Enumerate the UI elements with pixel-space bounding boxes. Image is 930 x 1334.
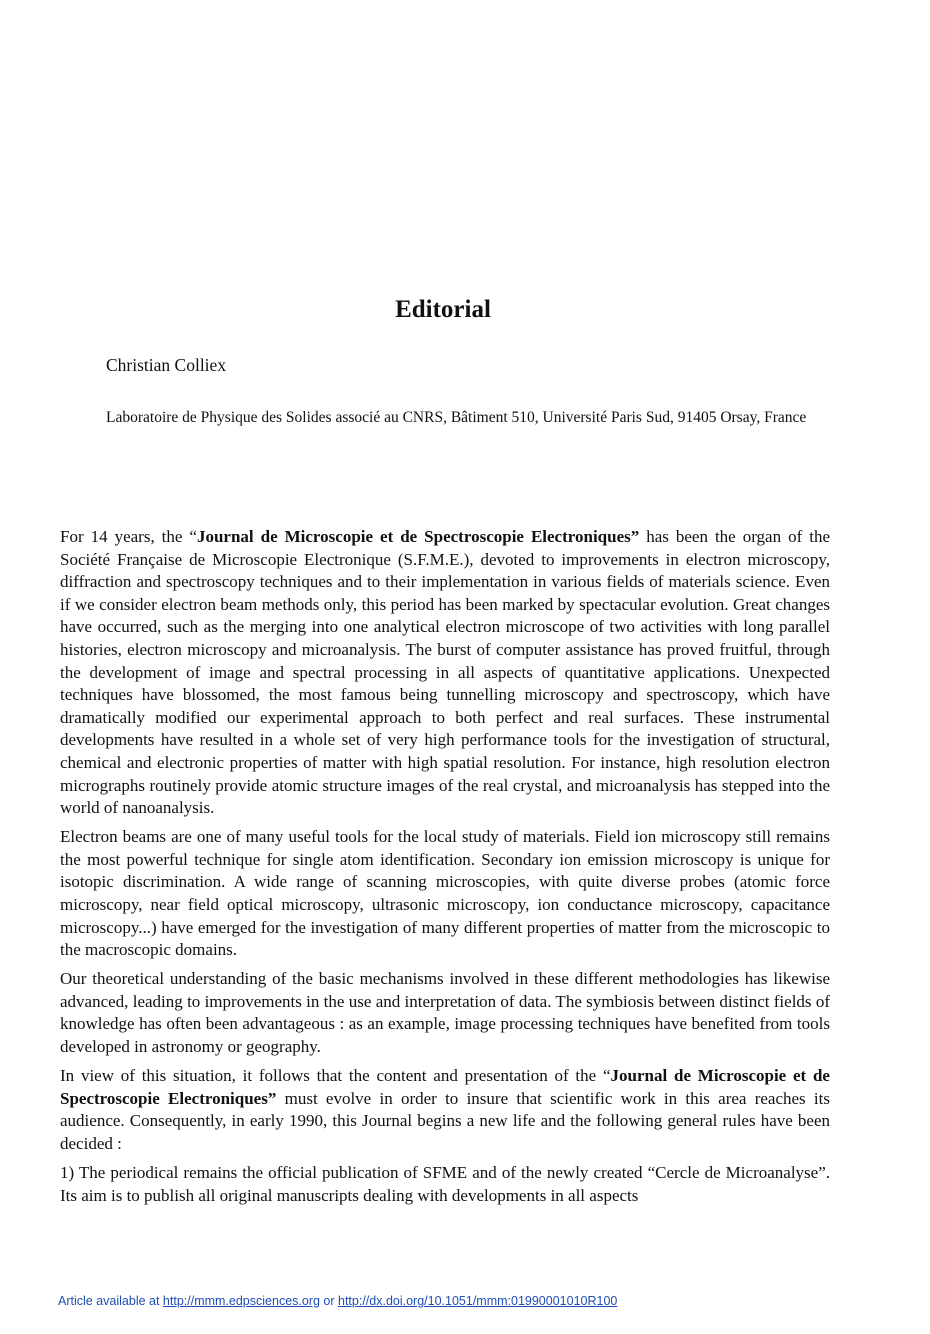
article-body — [60, 526, 830, 1214]
paragraph-2: Electron beams are one of many useful tools for the local study of materials. Field ion microscopy still remains the most powerful technique for single atom identification. Secondary ion emission microscopy is unique for isotopic discrimination. A wide range of scanning microscopies, with quite diverse probes (atomic force microscopy, near field optical microscopy, ultrasonic microscopy, ion conductance microscopy, capacitance microscopy...) have emerged for the investigation of many different properties of matter from the microscopic to the macroscopic domains. — [60, 827, 830, 960]
author-name: Christian Colliex — [106, 355, 227, 375]
doi-link[interactable]: http://dx.doi.org/10.1051/mmm:01990001010R100 — [338, 1294, 618, 1308]
journal-name: Journal de Microscopie et de Spectroscopie Electroniques” — [196, 527, 640, 546]
paragraph-3: Our theoretical understanding of the basic mechanisms involved in these different methodologies has likewise advanced, leading to improvements in the use and interpretation of data. The symbiosis between distinct fields of knowledge has often been advantageous : as an example, image processing techniques have benefited from tools developed in astronomy or geography. — [60, 969, 830, 1057]
article-title: Editorial — [395, 296, 491, 323]
paragraph-4: In view of this situation, it follows that the content and presentation of the “Journal de Microscopie et de Spectroscopie Electroniques” must evolve in order to insure that scientific work in this area reaches its audience. Consequently, in early 1990, this Journal begins a new life and the following general rules have been decided : — [60, 1066, 830, 1153]
journal-website-link[interactable]: http://mmm.edpsciences.org — [162, 1294, 320, 1308]
journal-name: Journal de Microscopie et de Spectroscopie Electroniques” — [60, 1066, 830, 1108]
paragraph-1: For 14 years, the “Journal de Microscopie et de Spectroscopie Electroniques” has been the organ of the Société Française de Microscopie Electronique (S.F.M.E.), devoted to improvements in electron microscopy, diffraction and spectroscopy techniques and to their implementation in various fields of materials science. Even if we consider electron beam methods only, this period has been marked by spectacular evolution. Great changes have occurred, such as the merging into one analytical electron microscope of two activities with long parallel histories, electron microscopy and microanalysis. The burst of computer assistance has proved fruitful, through the development of image and spectral processing in all aspects of quantitative applications. Unexpected techniques have blossomed, the most famous being tunnelling microscopy and spectroscopy, which have dramatically modified our experimental approach to both perfect and real surfaces. These instrumental developments have resulted in a whole set of very high performance tools for the investigation of structural, chemical and electronic properties of matter with high spatial resolution. For instance, high resolution electron micrographs routinely provide atomic structure images of the real crystal, and microanalysis has stepped into the world of nanoanalysis. — [60, 527, 830, 818]
author-affiliation: Laboratoire de Physique des Solides associé au CNRS, Bâtiment 510, Université Paris Sud, 91405 Orsay, France — [106, 409, 807, 426]
paragraph-5: 1) The periodical remains the official publication of SFME and of the newly created “Cercle de Microanalyse”. Its aim is to publish all original manuscripts dealing with developments in all aspects — [60, 1163, 830, 1205]
article-availability-footer: Article available at http://mmm.edpsciences.org or http://dx.doi.org/10.1051/mmm:01990001010R100 — [58, 1294, 618, 1308]
